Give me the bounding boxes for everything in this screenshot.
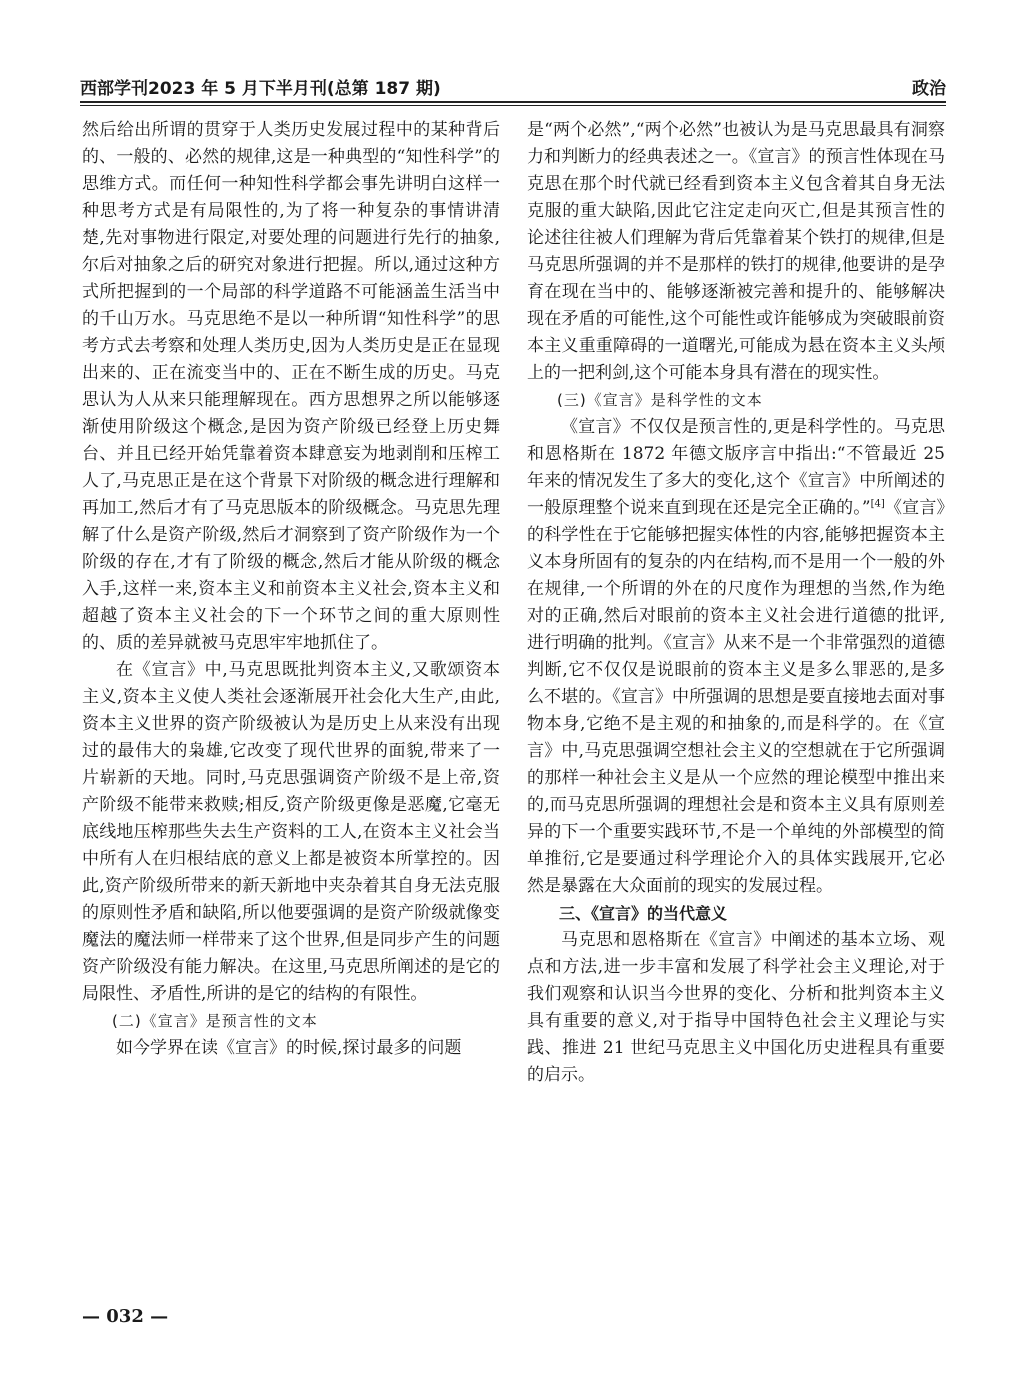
paragraph-text: 《宣言》不仅仅是预言性的,更是科学性的。马克思和恩格斯在 1872 年德文版序言中指出:“不管最近 25 年来的情况发生了多大的变化,这个《宣言》中所阐述的一般原理整个说来直到现在还是完全正确的。”	[527, 417, 945, 518]
paragraph: 在《宣言》中,马克思既批判资本主义,又歌颂资本主义,资本主义使人类社会逐渐展开社会化大生产,由此,资本主义世界的资产阶级被认为是历史上从来没有出现过的最伟大的枭雄,它改变了现代世界的面貌,带来了一片崭新的天地。同时,马克思强调资产阶级不是上帝,资产阶级不能带来救赎;相反,资产阶级更像是恶魔,它毫无底线地压榨那些失去生产资料的工人,在资本主义社会当中所有人在归根结底的意义上都是被资本所掌控的。因此,资产阶级所带来的新天新地中夹杂着其自身无法克服的原则性矛盾和缺陷,所以他要强调的是资产阶级就像变魔法的魔法师一样带来了这个世界,但是同步产生的问题资产阶级没有能力解决。在这里,马克思所阐述的是它的局限性、矛盾性,所讲的是它的结构的有限性。	[82, 660, 500, 1004]
subsection-heading: (二)《宣言》是预言性的文本	[112, 1012, 318, 1030]
paragraph-text: 《宣言》的科学性在于它能够把握实体性的内容,能够把握资本主义本身所固有的复杂的内在结构,而不是用一个一般的外在规律,一个所谓的外在的尺度作为理想的当然,作为绝对的正确,然后对眼前的资本主义社会进行道德的批评,进行明确的批判。《宣言》从来不是一个非常强烈的道德判断,它不仅仅是说眼前的资本主义是多么罪恶的,是多么不堪的。《宣言》中所强调的思想是要直接地去面对事物本身,它绝不是主观的和抽象的,而是科学的。在《宣言》中,马克思强调空想社会主义的空想就在于它所强调的那样一种社会主义是从一个应然的理论模型中推出来的,而马克思所强调的理想社会是和资本主义具有原则差异的下一个重要实践环节,不是一个单纯的外部模型的简单推衍,它是要通过科学理论介入的具体实践展开,它必然是暴露在大众面前的现实的发展过程。	[527, 498, 945, 896]
left-column	[82, 117, 500, 1062]
header-rule-thin	[80, 105, 946, 106]
paragraph	[527, 414, 945, 900]
paragraph: 然后给出所谓的贯穿于人类历史发展过程中的某种背后的、一般的、必然的规律,这是一种典型的“知性科学”的思维方式。而任何一种知性科学都会事先讲明白这样一种思考方式是有局限性的,为了将一种复杂的事情讲清楚,先对事物进行限定,对要处理的问题进行先行的抽象,尔后对抽象之后的研究对象进行把握。所以,通过这种方式所把握到的一个局部的科学道路不可能涵盖生活当中的千山万水。马克思绝不是以一种所谓“知性科学”的思考方式去考察和处理人类历史,因为人类历史是正在显现出来的、正在流变当中的、正在不断生成的历史。马克思认为人从来只能理解现在。西方思想界之所以能够逐渐使用阶级这个概念,是因为资产阶级已经登上历史舞台、并且已经开始凭靠着资本肆意妄为地剥削和压榨工人了,马克思正是在这个背景下对阶级的概念进行理解和再加工,然后才有了马克思版本的阶级概念。马克思先理解了什么是资产阶级,然后才洞察到了资产阶级作为一个阶级的存在,才有了阶级的概念,然后才能从阶级的概念入手,这样一来,资本主义和前资本主义社会,资本主义和超越了资本主义社会的下一个环节之间的重大原则性的、质的差异就被马克思牢牢地抓住了。	[82, 120, 500, 653]
right-column	[527, 117, 945, 1089]
subsection-heading: (三)《宣言》是科学性的文本	[557, 391, 763, 409]
paragraph: 如今学界在读《宣言》的时候,探讨最多的问题	[116, 1038, 462, 1058]
paragraph: 马克思和恩格斯在《宣言》中阐述的基本立场、观点和方法,进一步丰富和发展了科学社会主义理论,对于我们观察和认识当今世界的变化、分析和批判资本主义具有重要的意义,对于指导中国特色社会主义理论与实践、推进 21 世纪马克思主义中国化历史进程具有重要的启示。	[527, 930, 945, 1085]
journal-title: 西部学刊2023 年 5 月下半月刊(总第 187 期)	[80, 79, 441, 99]
section-label: 政治	[912, 79, 946, 99]
running-header	[80, 70, 946, 102]
citation-marker[interactable]: [4]	[870, 498, 885, 510]
header-rule-thick	[80, 101, 946, 103]
paragraph: 是“两个必然”,“两个必然”也被认为是马克思最具有洞察力和判断力的经典表述之一。《宣言》的预言性体现在马克思在那个时代就已经看到资本主义包含着其自身无法克服的重大缺陷,因此它注定走向灭亡,但是其预言性的论述往往被人们理解为背后凭靠着某个铁打的规律,但是马克思所强调的并不是那样的铁打的规律,他要讲的是孕育在现在当中的、能够逐渐被完善和提升的、能够解决现在矛盾的可能性,这个可能性或许能够成为突破眼前资本主义重重障碍的一道曙光,可能成为悬在资本主义头颅上的一把利剑,这个可能本身具有潜在的现实性。	[527, 120, 945, 383]
section-heading: 三、《宣言》的当代意义	[559, 904, 728, 923]
page-number: — 032 —	[82, 1306, 169, 1327]
